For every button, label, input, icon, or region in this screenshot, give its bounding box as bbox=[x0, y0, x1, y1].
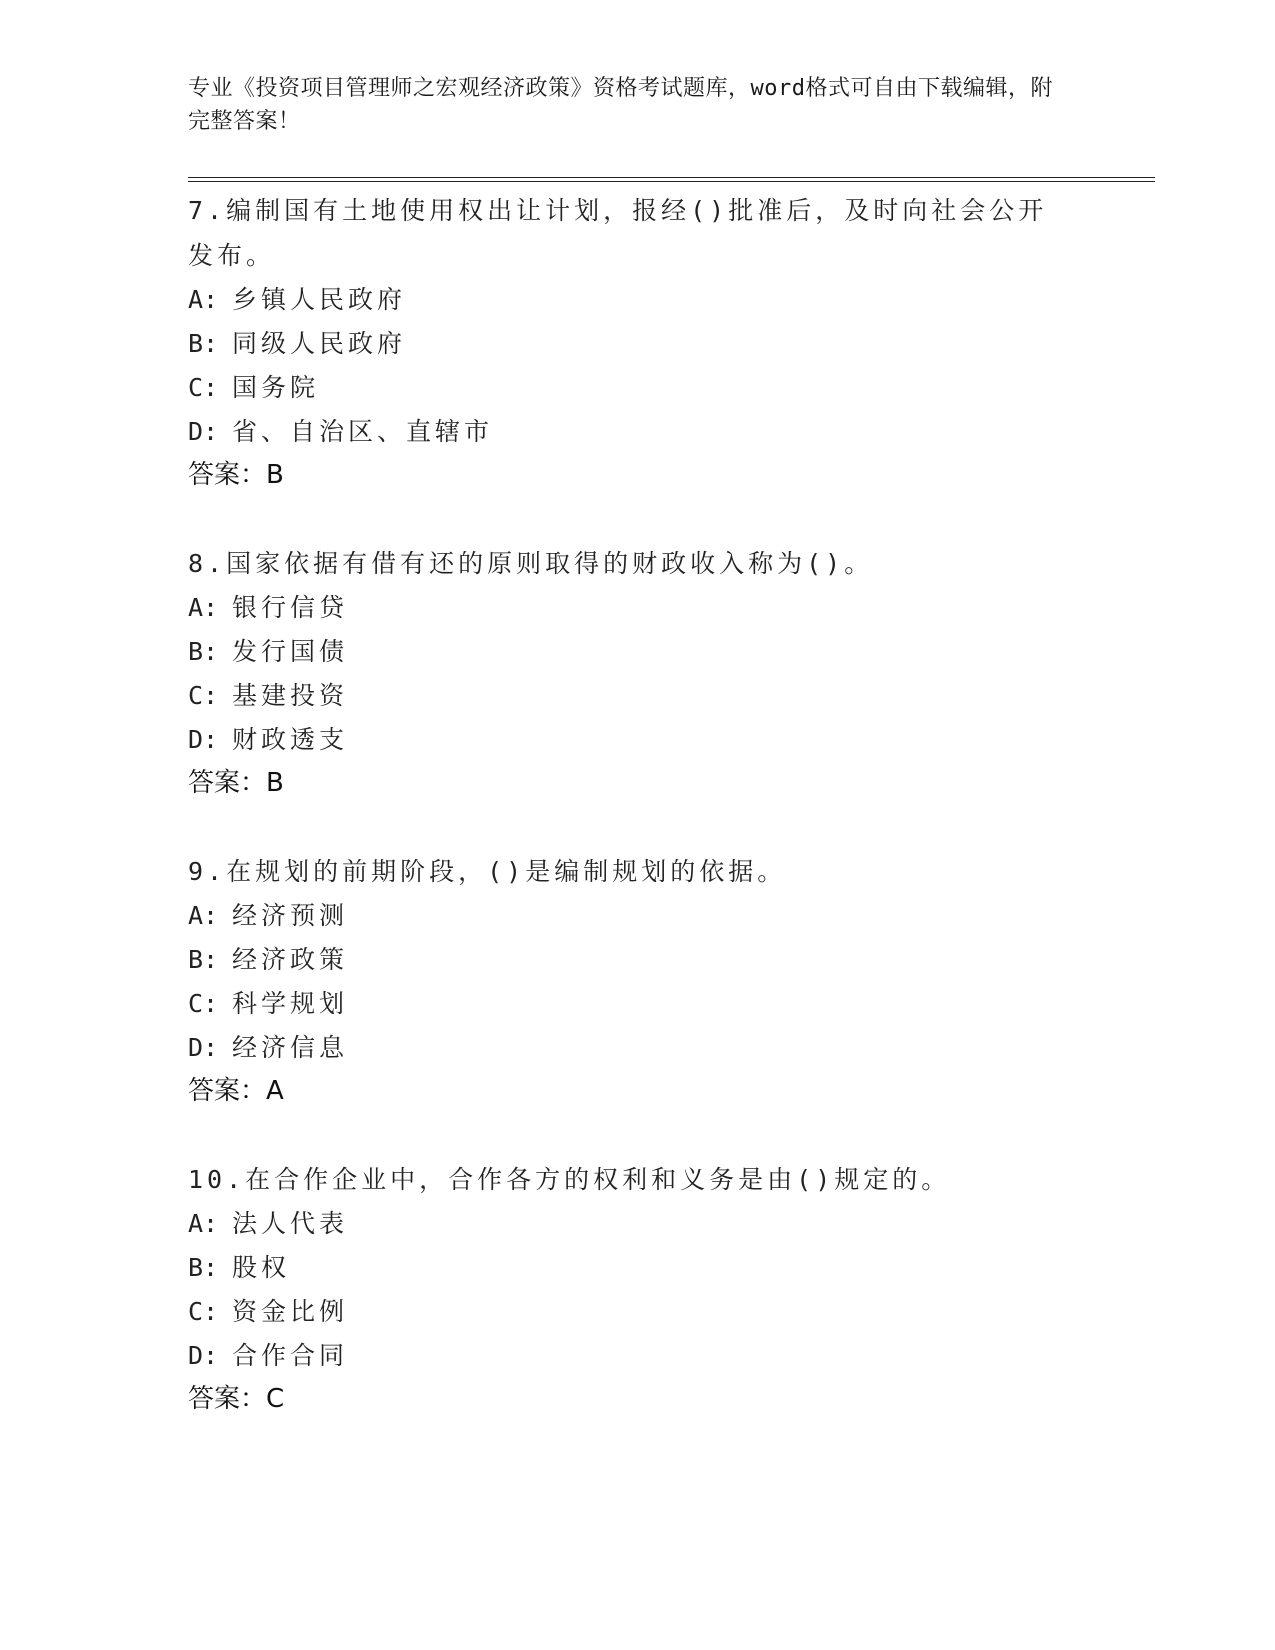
option-d bbox=[188, 409, 493, 454]
answer-line: 答案：C bbox=[188, 1384, 285, 1414]
option-letter: D: bbox=[188, 1341, 219, 1370]
answer-line: 答案：B bbox=[188, 460, 284, 490]
option-b bbox=[188, 1245, 290, 1290]
option-text: 乡镇人民政府 bbox=[232, 285, 407, 314]
option-letter: B: bbox=[188, 329, 219, 358]
option-letter: D: bbox=[188, 725, 219, 754]
option-letter: D: bbox=[188, 417, 219, 446]
option-text: 发行国债 bbox=[232, 637, 349, 666]
option-d bbox=[188, 1025, 348, 1070]
question-stem: 10.在合作企业中，合作各方的权利和义务是由()规定的。 bbox=[188, 1165, 951, 1194]
header-divider bbox=[188, 177, 1155, 182]
option-letter: B: bbox=[188, 637, 219, 666]
option-letter: A: bbox=[188, 285, 219, 314]
option-letter: B: bbox=[188, 945, 219, 974]
option-c bbox=[188, 673, 348, 718]
option-a bbox=[188, 1201, 348, 1246]
answer-line: 答案：A bbox=[188, 1076, 284, 1106]
option-letter: C: bbox=[188, 1297, 219, 1326]
option-b bbox=[188, 629, 348, 674]
option-text: 经济政策 bbox=[232, 945, 349, 974]
option-text: 基建投资 bbox=[232, 681, 349, 710]
option-letter: C: bbox=[188, 681, 219, 710]
option-a bbox=[188, 585, 348, 630]
option-text: 经济信息 bbox=[232, 1033, 349, 1062]
option-letter: C: bbox=[188, 989, 219, 1018]
option-d bbox=[188, 717, 348, 762]
option-d bbox=[188, 1333, 348, 1378]
option-text: 财政透支 bbox=[232, 725, 349, 754]
option-text: 合作合同 bbox=[232, 1341, 349, 1370]
option-text: 法人代表 bbox=[232, 1209, 349, 1238]
option-c bbox=[188, 1289, 348, 1334]
option-text: 同级人民政府 bbox=[232, 329, 407, 358]
document-header: 专业《投资项目管理师之宏观经济政策》资格考试题库，word格式可自由下载编辑，附完整答案！ bbox=[188, 76, 1053, 134]
option-letter: A: bbox=[188, 1209, 219, 1238]
option-c bbox=[188, 981, 348, 1026]
option-a bbox=[188, 277, 406, 322]
option-text: 省、自治区、直辖市 bbox=[232, 417, 494, 446]
question-stem: 7.编制国有土地使用权出让计划，报经()批准后，及时向社会公开发布。 bbox=[188, 196, 1048, 270]
option-c bbox=[188, 365, 319, 410]
answer-line: 答案：B bbox=[188, 768, 284, 798]
question-stem: 8.国家依据有借有还的原则取得的财政收入称为()。 bbox=[188, 549, 874, 578]
option-letter: D: bbox=[188, 1033, 219, 1062]
option-letter: A: bbox=[188, 593, 219, 622]
option-text: 资金比例 bbox=[232, 1297, 349, 1326]
option-b bbox=[188, 321, 406, 366]
option-text: 股权 bbox=[232, 1253, 291, 1282]
option-a bbox=[188, 893, 348, 938]
option-text: 银行信贷 bbox=[232, 593, 349, 622]
option-text: 经济预测 bbox=[232, 901, 349, 930]
option-letter: B: bbox=[188, 1253, 219, 1282]
option-text: 国务院 bbox=[232, 373, 320, 402]
option-text: 科学规划 bbox=[232, 989, 349, 1018]
option-letter: C: bbox=[188, 373, 219, 402]
option-b bbox=[188, 937, 348, 982]
option-letter: A: bbox=[188, 901, 219, 930]
question-stem: 9.在规划的前期阶段，()是编制规划的依据。 bbox=[188, 857, 787, 886]
